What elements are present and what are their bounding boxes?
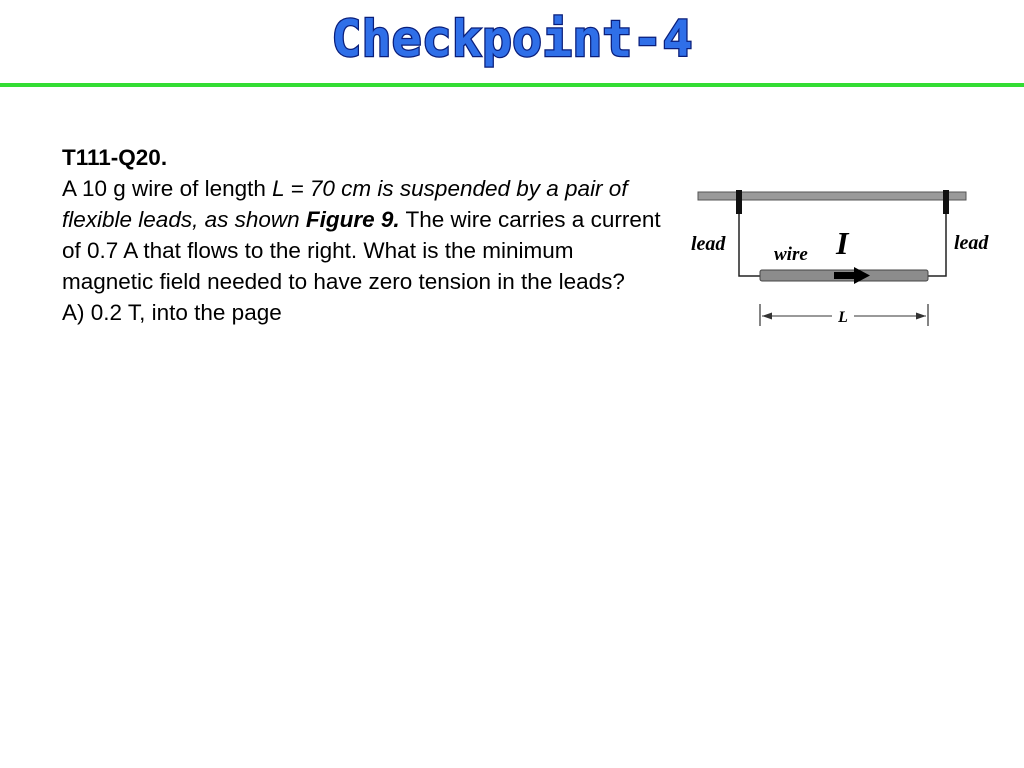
- question-text-part1: A 10 g wire of length: [62, 176, 273, 201]
- current-label: I: [836, 225, 849, 261]
- question-block: [62, 142, 662, 328]
- left-clamp: [736, 190, 742, 214]
- right-clamp: [943, 190, 949, 214]
- question-text-part2: The wire carries a current of 0.7 A that flows to the right. What is the minimum magnetic field needed to have zero tension in the leads?: [62, 207, 661, 294]
- right-lead-line: [924, 214, 946, 276]
- length-label: L: [838, 309, 848, 326]
- question-id: T111-Q20.: [62, 145, 168, 170]
- right-lead-label: lead: [954, 232, 989, 254]
- question-text-italic: L = 70 cm is suspended by a pair of flexible leads, as shown: [62, 176, 628, 232]
- figure-reference: Figure 9.: [305, 207, 400, 232]
- slide-title: [262, 0, 762, 80]
- figure-9-diagram: [688, 184, 1008, 334]
- wire-label: wire: [774, 244, 808, 265]
- length-arrowhead-right-icon: [916, 313, 926, 320]
- slide-header: [0, 0, 1024, 84]
- title-divider: [0, 83, 1024, 87]
- length-arrowhead-left-icon: [762, 313, 772, 320]
- left-lead-label: lead: [691, 233, 726, 255]
- answer-choice: A) 0.2 T, into the page: [62, 300, 282, 325]
- slide-title-text: Checkpoint-4: [331, 10, 693, 68]
- question-text: [62, 173, 662, 297]
- left-lead-line: [739, 214, 768, 276]
